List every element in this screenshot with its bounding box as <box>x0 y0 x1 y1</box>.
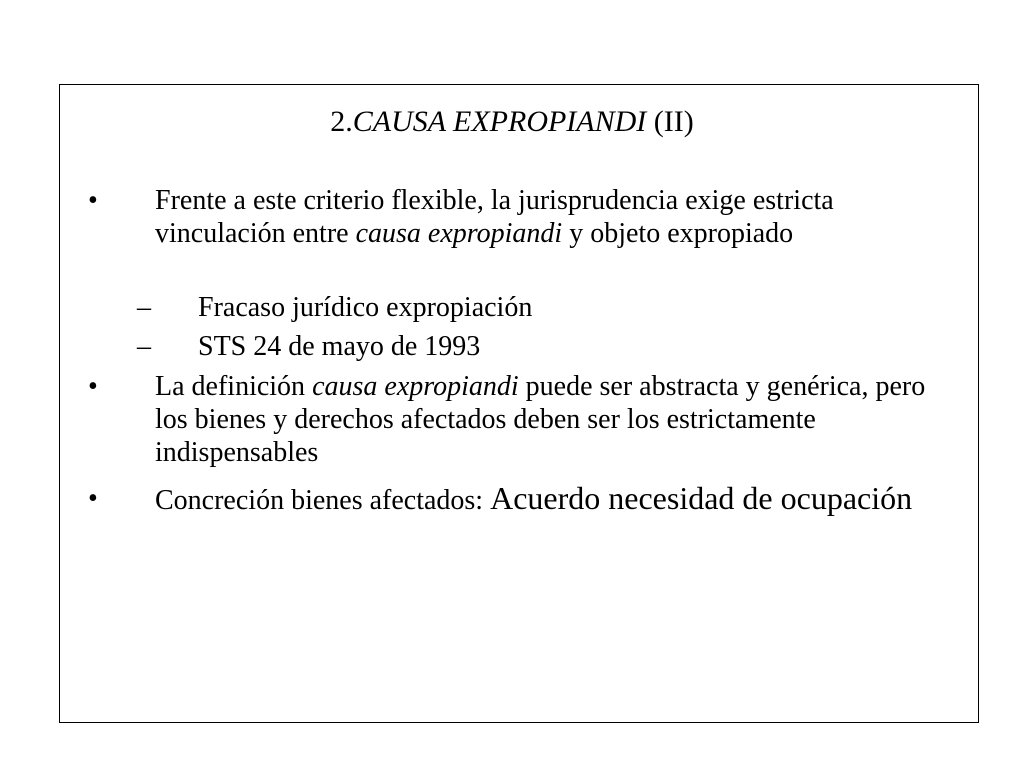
sub-item-2-text: STS 24 de mayo de 1993 <box>198 331 481 362</box>
sub-item-2-mark: – <box>137 331 151 362</box>
bullet-3-mark: • <box>88 483 98 514</box>
bullet-1-mark: • <box>88 185 98 216</box>
bullet-2-italic: causa expropiandi <box>312 371 519 402</box>
bullet-3-text-a: Concreción bienes afectados: <box>155 485 491 516</box>
bullet-2-text-b: puede ser abstracta y genérica, pero los bienes y derechos afectados deben ser los estrictamente indispensables <box>155 371 926 468</box>
bullet-1-text-a: Frente a este criterio flexible, la jurisprudencia exige estricta vinculación entre <box>155 185 834 249</box>
bullet-3-large: Acuerdo necesidad de ocupación <box>490 480 913 516</box>
title-suffix: (II) <box>646 105 694 138</box>
bullet-1-text <box>155 184 945 250</box>
bullet-2-text <box>155 370 945 469</box>
bullet-1-text-b: y objeto expropiado <box>562 218 794 249</box>
sub-item-1-text: Fracaso jurídico expropiación <box>198 292 533 323</box>
bullet-2-text-a: La definición <box>155 371 313 402</box>
bullet-1-italic: causa expropiandi <box>355 218 563 249</box>
bullet-2-mark: • <box>88 371 98 402</box>
sub-item-1-mark: – <box>137 292 151 323</box>
title-number: 2. <box>330 105 353 138</box>
bullet-3-text <box>155 479 945 520</box>
title-italic: CAUSA EXPROPIANDI <box>352 105 647 138</box>
slide-title <box>0 102 1024 142</box>
